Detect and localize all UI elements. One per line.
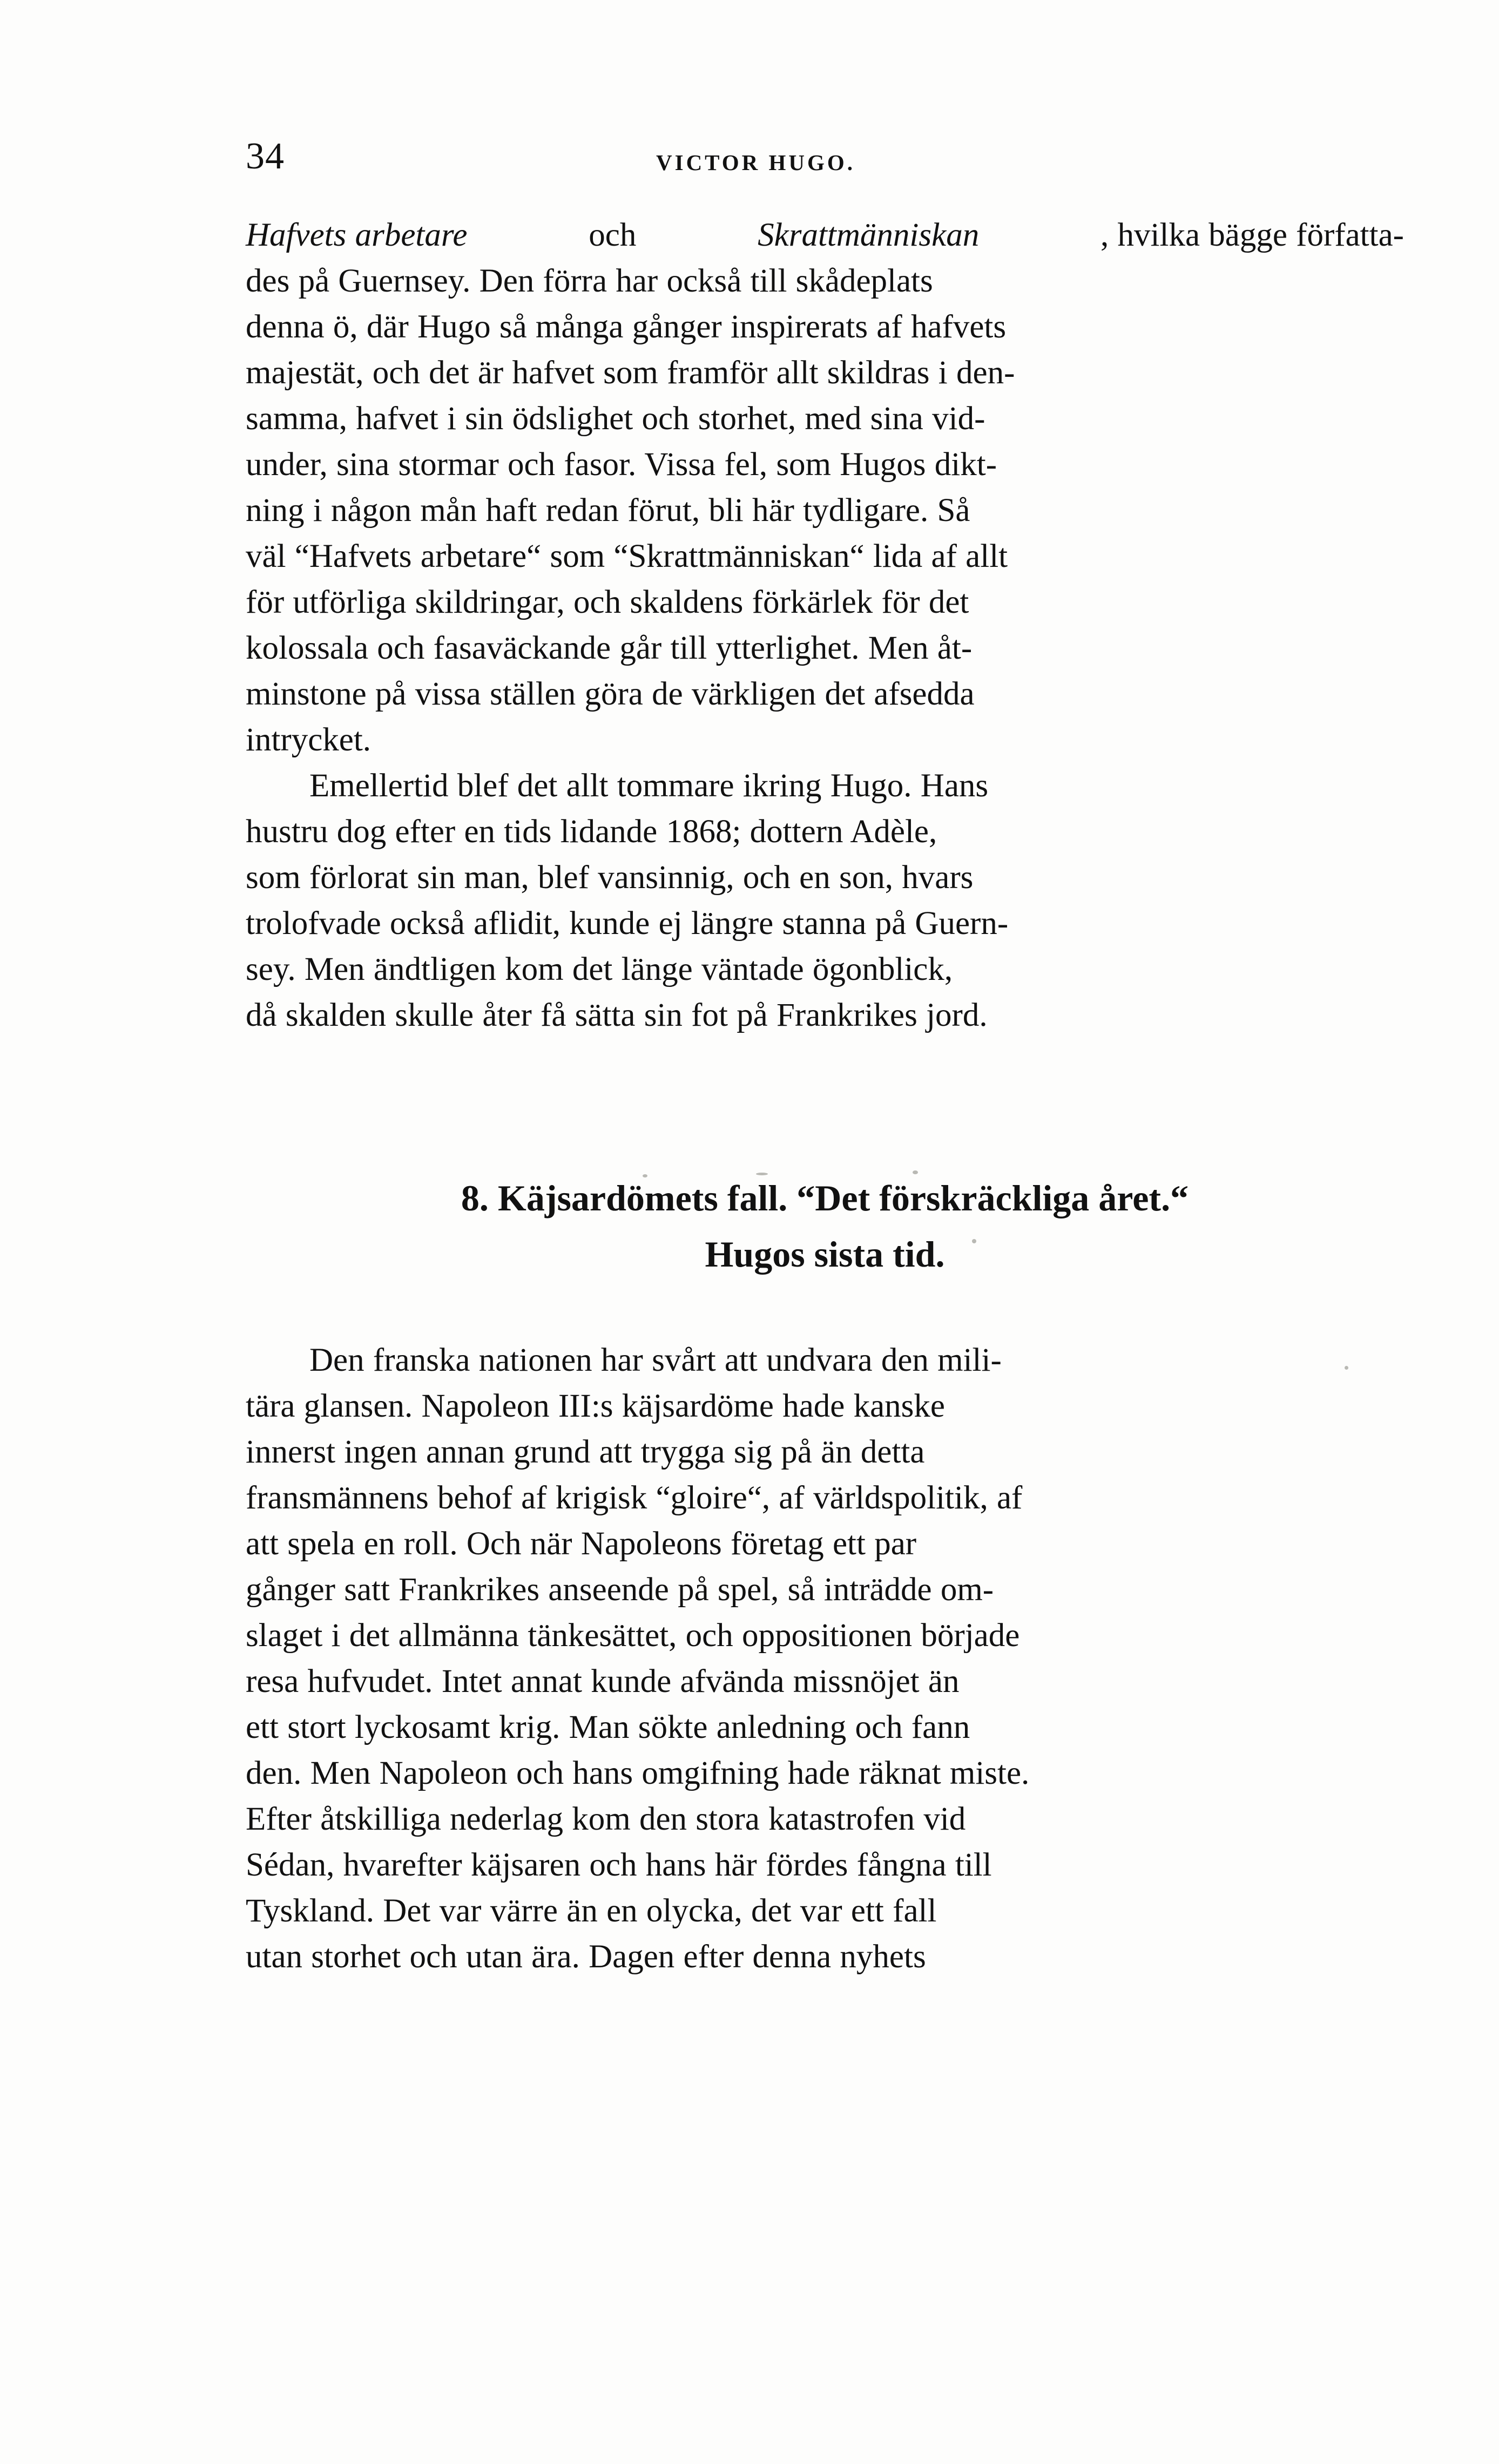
running-head	[246, 132, 1404, 197]
text-line: gånger satt Frankrikes anseende på spel, så inträdde om-	[246, 1572, 994, 1608]
chapter-heading-line-2: Hugos sista tid.	[705, 1234, 945, 1275]
text-line: ning i någon mån haft redan förut, bli här tydligare. Så	[246, 492, 970, 529]
line-text: Den franska nationen har svårt att undvara den mili-	[309, 1342, 1002, 1378]
book-title-skrattmanniskan: Skrattmänniskan	[758, 217, 980, 253]
text-line: Efter åtskilliga nederlag kom den stora katastrofen vid	[246, 1801, 966, 1837]
scan-speck	[643, 1174, 647, 1177]
paragraph-3	[246, 1337, 1404, 1980]
text-line: som förlorat sin man, blef vansinnig, och en son, hvars	[246, 859, 974, 896]
text-line: sey. Men ändtligen kom det länge väntade ögonblick,	[246, 951, 953, 987]
line-segment: , hvilka bägge författa-	[1100, 217, 1404, 253]
text-line: väl “Hafvets arbetare“ som “Skrattmänniskan“ lida af allt	[246, 538, 1008, 574]
text-line: innerst ingen annan grund att trygga sig på än detta	[246, 1434, 925, 1470]
text-line	[246, 1337, 1404, 1383]
scan-speck	[972, 1239, 976, 1243]
scan-speck	[913, 1170, 918, 1174]
text-line: Sédan, hvarefter käjsaren och hans här fördes fångna till	[246, 1847, 992, 1883]
text-line: minstone på vissa ställen göra de värkligen det afsedda	[246, 676, 975, 712]
text-line: hustru dog efter en tids lidande 1868; dottern Adèle,	[246, 814, 937, 850]
running-head-title: VICTOR HUGO.	[656, 150, 856, 175]
text-line: Tyskland. Det var värre än en olycka, det var ett fall	[246, 1893, 937, 1929]
chapter-heading-line-1: 8. Käjsardömets fall. “Det förskräckliga året.“	[461, 1177, 1189, 1219]
text-line: trolofvade också aflidit, kunde ej längre stanna på Guern-	[246, 905, 1009, 942]
text-line: denna ö, där Hugo så många gånger inspirerats af hafvets	[246, 309, 1007, 345]
scan-speck	[1345, 1366, 1348, 1370]
page-number: 34	[246, 136, 285, 177]
text-line	[246, 212, 1404, 258]
heading-spacer	[246, 1272, 1404, 1337]
text-line: intrycket.	[246, 722, 372, 758]
text-line: resa hufvudet. Intet annat kunde afvända missnöjet än	[246, 1663, 960, 1700]
text-line: des på Guernsey. Den förra har också till skådeplats	[246, 263, 933, 299]
text-line: den. Men Napoleon och hans omgifning hade räknat miste.	[246, 1755, 1030, 1791]
page-content	[246, 132, 1404, 1980]
text-line: slaget i det allmänna tänkesättet, och oppositionen började	[246, 1617, 1020, 1654]
text-line: då skalden skulle åter få sätta sin fot på Frankrikes jord.	[246, 997, 988, 1033]
text-line: kolossala och fasaväckande går till ytterlighet. Men åt-	[246, 630, 973, 666]
text-line: fransmännens behof af krigisk “gloire“, af världspolitik, af	[246, 1480, 1023, 1516]
text-line: under, sina stormar och fasor. Vissa fel, som Hugos dikt-	[246, 446, 997, 483]
text-line: ett stort lyckosamt krig. Man sökte anledning och fann	[246, 1709, 970, 1745]
line-text: Emellertid blef det allt tommare ikring Hugo. Hans	[309, 768, 989, 804]
text-line: samma, hafvet i sin ödslighet och storhet, med sina vid-	[246, 401, 985, 437]
paragraph-2	[246, 763, 1404, 1038]
text-line: för utförliga skildringar, och skaldens förkärlek för det	[246, 584, 969, 620]
paragraph-1	[246, 212, 1404, 763]
text-line: utan storhet och utan ära. Dagen efter denna nyhets	[246, 1939, 926, 1975]
text-line: att spela en roll. Och när Napoleons företag ett par	[246, 1526, 917, 1562]
text-line: tära glansen. Napoleon III:s käjsardöme hade kanske	[246, 1388, 945, 1424]
section-spacer	[246, 1038, 1404, 1180]
book-title-hafvets-arbetare: Hafvets arbetare	[246, 217, 468, 253]
scan-speck	[756, 1173, 768, 1175]
line-segment: och	[589, 217, 637, 253]
text-line: majestät, och det är hafvet som framför allt skildras i den-	[246, 355, 1015, 391]
text-line	[246, 763, 1404, 809]
chapter-heading	[246, 1177, 1404, 1275]
